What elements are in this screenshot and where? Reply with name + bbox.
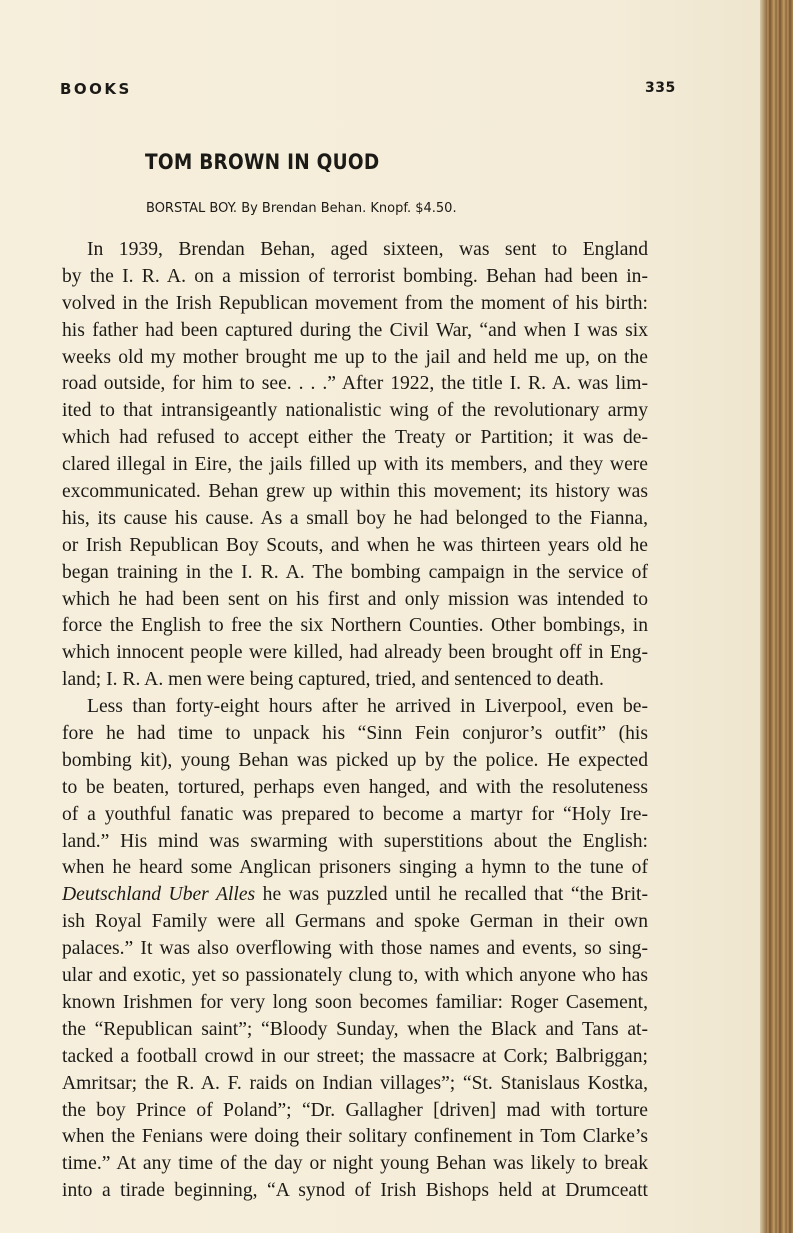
text-line: the “Republican saint”; “Bloody Sunday, when the Black and Tans at- [62, 1018, 648, 1040]
text-line: when he heard some Anglican prisoners singing a hymn to the tune of [62, 857, 648, 879]
text-line: ular and exotic, yet so passionately clung to, with which anyone who has [62, 965, 648, 987]
text-line: land; I. R. A. men were being captured, tried, and sentenced to death. [62, 669, 604, 691]
review-body [62, 237, 648, 1205]
italic-song-title: Deutschland Uber Alles [62, 884, 256, 906]
text-line: into a tirade beginning, “A synod of Irish Bishops held at Drumceatt [62, 1180, 648, 1202]
text-line: his father had been captured during the Civil War, “and when I was six [62, 319, 648, 341]
text-line: which innocent people were killed, had already been brought off in Eng- [62, 642, 648, 664]
text-line: which he had been sent on his first and only mission was intended to [62, 588, 648, 610]
text-line: weeks old my mother brought me up to the jail and held me up, on the [62, 346, 648, 368]
text-line: known Irishmen for very long soon becomes familiar: Roger Casement, [62, 991, 648, 1013]
text-line: ited to that intransigeantly nationalistic wing of the revolutionary army [62, 400, 648, 422]
text-line: the boy Prince of Poland”; “Dr. Gallagher [driven] mad with torture [62, 1099, 648, 1121]
text-line: Amritsar; the R. A. F. raids on Indian villages”; “St. Stanislaus Kostka, [62, 1072, 648, 1094]
text-line: which had refused to accept either the Treaty or Partition; it was de- [62, 427, 648, 449]
text-line: fore he had time to unpack his “Sinn Fein conjuror’s outfit” (his [62, 723, 648, 745]
text-line: by the I. R. A. on a mission of terrorist bombing. Behan had been in- [62, 265, 648, 287]
text-line: to be beaten, tortured, perhaps even hanged, and with the resoluteness [62, 776, 648, 798]
section-header: BOOKS [60, 80, 132, 98]
text-line: or Irish Republican Boy Scouts, and when he was thirteen years old he [62, 534, 648, 556]
text-line: clared illegal in Eire, the jails filled up with its members, and they were [62, 454, 648, 476]
text-line: began training in the I. R. A. The bombing campaign in the service of [62, 561, 648, 583]
text-line: land.” His mind was swarming with superstitions about the English: [62, 830, 648, 852]
text-line-with-italic [62, 882, 648, 909]
text-line: ish Royal Family were all Germans and spoke German in their own [62, 911, 648, 933]
page-number: 335 [645, 80, 676, 96]
text-line: when the Fenians were doing their solitary confinement in Tom Clarke’s [62, 1126, 648, 1148]
book-citation: BORSTAL BOY. By Brendan Behan. Knopf. $4.50. [146, 201, 457, 216]
text-line: of a youthful fanatic was prepared to become a martyr for “Holy Ire- [62, 803, 648, 825]
text-line: Less than forty-eight hours after he arrived in Liverpool, even be- [87, 696, 648, 718]
text-line-rest: he was puzzled until he recalled that “the Brit- [262, 884, 648, 906]
review-title: TOM BROWN IN QUOD [145, 150, 380, 174]
text-line: time.” At any time of the day or night young Behan was likely to break [62, 1153, 648, 1175]
text-line: In 1939, Brendan Behan, aged sixteen, was sent to England [87, 239, 648, 260]
text-line: palaces.” It was also overflowing with those names and events, so sing- [62, 938, 648, 960]
text-line: excommunicated. Behan grew up within this movement; its history was [62, 481, 648, 503]
text-line: tacked a football crowd in our street; the massacre at Cork; Balbriggan; [62, 1045, 648, 1067]
text-line: force the English to free the six Northern Counties. Other bombings, in [62, 615, 648, 637]
book-spine-edge [760, 0, 793, 1233]
text-line: his, its cause his cause. As a small boy he had belonged to the Fianna, [62, 507, 648, 529]
text-line: road outside, for him to see. . . .” After 1922, the title I. R. A. was lim- [62, 373, 648, 395]
text-line: bombing kit), young Behan was picked up by the police. He expected [62, 749, 648, 771]
text-line: volved in the Irish Republican movement from the moment of his birth: [62, 292, 648, 314]
